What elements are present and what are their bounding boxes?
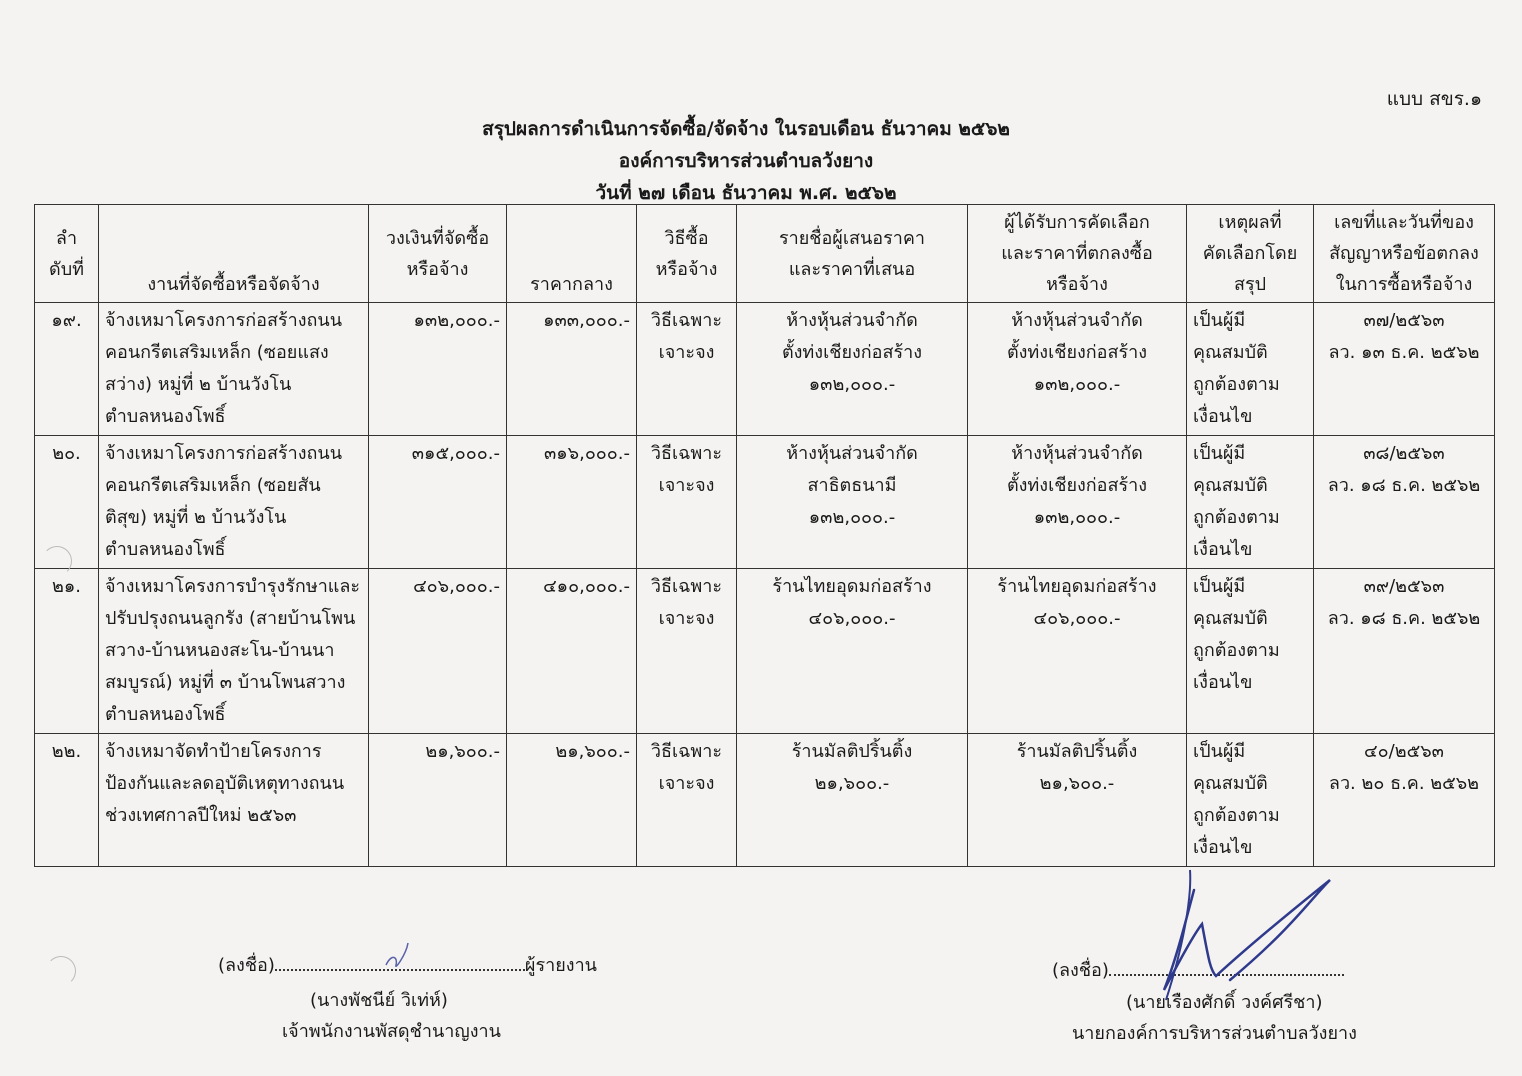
cell-bidders: ร้านมัลติปริ้นติ้ง ๒๑,๖๐๐.-	[737, 734, 968, 867]
table-header-row	[35, 205, 1495, 303]
table-row	[35, 303, 1495, 436]
cell-selected: ร้านไทยอุดมก่อสร้าง ๔๐๖,๐๐๐.-	[968, 569, 1187, 734]
cell-method: วิธีเฉพาะ เจาะจง	[637, 436, 737, 569]
cell-median-price: ๒๑,๖๐๐.-	[507, 734, 637, 867]
cell-no: ๒๒.	[35, 734, 99, 867]
header-median-price: ราคากลาง	[507, 205, 637, 303]
cell-contract: ๓๙/๒๕๖๓ ลว. ๑๘ ธ.ค. ๒๕๖๒	[1314, 569, 1495, 734]
approver-name: (นายเรืองศักดิ์ วงค์ศรีชา)	[1126, 992, 1323, 1013]
cell-selected: ห้างหุ้นส่วนจำกัด ตั้งท่งเชียงก่อสร้าง ๑๓๒,๐๐๐.-	[968, 436, 1187, 569]
approver-sign-line: (ลงชื่อ)	[1052, 955, 1344, 984]
header-work: งานที่จัดซื้อหรือจัดจ้าง	[99, 205, 369, 303]
table-row	[35, 436, 1495, 569]
cell-reason: เป็นผู้มี คุณสมบัติ ถูกต้องตาม เงื่อนไข	[1187, 436, 1314, 569]
cell-median-price: ๑๓๓,๐๐๐.-	[507, 303, 637, 436]
procurement-table	[34, 204, 1495, 867]
table-row	[35, 734, 1495, 867]
cell-work: จ้างเหมาโครงการก่อสร้างถนน คอนกรีตเสริมเหล็ก (ซอยสัน ติสุข) หมู่ที่ ๒ บ้านวังโน ตำบลหนองโพธิ์	[99, 436, 369, 569]
cell-method: วิธีเฉพาะ เจาะจง	[637, 303, 737, 436]
punch-hole-mark	[42, 546, 72, 576]
cell-method: วิธีเฉพาะ เจาะจง	[637, 569, 737, 734]
punch-hole-mark	[46, 956, 76, 986]
cell-no: ๒๑.	[35, 569, 99, 734]
header-bidders: รายชื่อผู้เสนอราคา และราคาที่เสนอ	[737, 205, 968, 303]
cell-selected: ร้านมัลติปริ้นติ้ง ๒๑,๖๐๐.-	[968, 734, 1187, 867]
header-method: วิธีซื้อ หรือจ้าง	[637, 205, 737, 303]
cell-selected: ห้างหุ้นส่วนจำกัด ตั้งท่งเชียงก่อสร้าง ๑๓๒,๐๐๐.-	[968, 303, 1187, 436]
cell-bidders: ห้างหุ้นส่วนจำกัด ตั้งท่งเชียงก่อสร้าง ๑๓๒,๐๐๐.-	[737, 303, 968, 436]
cell-budget: ๔๐๖,๐๐๐.-	[369, 569, 507, 734]
cell-work: จ้างเหมาจัดทำป้ายโครงการ ป้องกันและลดอุบัติเหตุทางถนน ช่วงเทศกาลปีใหม่ ๒๕๖๓	[99, 734, 369, 867]
cell-no: ๒๐.	[35, 436, 99, 569]
organization-name: องค์การบริหารส่วนตำบลวังยาง	[618, 150, 874, 172]
cell-contract: ๔๐/๒๕๖๓ ลว. ๒๐ ธ.ค. ๒๕๖๒	[1314, 734, 1495, 867]
cell-bidders: ห้างหุ้นส่วนจำกัด สาธิตธนามี ๑๓๒,๐๐๐.-	[737, 436, 968, 569]
table-row	[35, 569, 1495, 734]
reporter-initials	[380, 935, 420, 975]
report-title: สรุปผลการดำเนินการจัดซื้อ/จัดจ้าง ในรอบเดือน ธันวาคม ๒๕๖๒	[482, 118, 1010, 140]
cell-work: จ้างเหมาโครงการก่อสร้างถนน คอนกรีตเสริมเหล็ก (ซอยแสง สว่าง) หมู่ที่ ๒ บ้านวังโน ตำบลหนองโพธิ์	[99, 303, 369, 436]
cell-bidders: ร้านไทยอุดมก่อสร้าง ๔๐๖,๐๐๐.-	[737, 569, 968, 734]
cell-budget: ๒๑,๖๐๐.-	[369, 734, 507, 867]
header-contract: เลขที่และวันที่ของ สัญญาหรือข้อตกลง ในการซื้อหรือจ้าง	[1314, 205, 1495, 303]
approver-position: นายกองค์การบริหารส่วนตำบลวังยาง	[1072, 1023, 1357, 1044]
cell-reason: เป็นผู้มี คุณสมบัติ ถูกต้องตาม เงื่อนไข	[1187, 303, 1314, 436]
cell-budget: ๓๑๕,๐๐๐.-	[369, 436, 507, 569]
cell-contract: ๓๘/๒๕๖๓ ลว. ๑๘ ธ.ค. ๒๕๖๒	[1314, 436, 1495, 569]
cell-work: จ้างเหมาโครงการบำรุงรักษาและ ปรับปรุงถนนลูกรัง (สายบ้านโพน สวาง-บ้านหนองสะโน-บ้านนา สมบูรณ์) หมู่ที่ ๓ บ้านโพนสวาง ตำบลหนองโพธิ์	[99, 569, 369, 734]
cell-budget: ๑๓๒,๐๐๐.-	[369, 303, 507, 436]
report-date: วันที่ ๒๗ เดือน ธันวาคม พ.ศ. ๒๕๖๒	[595, 182, 897, 204]
reporter-name: (นางพัชนีย์ วิเท่ห์)	[310, 990, 448, 1011]
cell-median-price: ๓๑๖,๐๐๐.-	[507, 436, 637, 569]
cell-contract: ๓๗/๒๕๖๓ ลว. ๑๓ ธ.ค. ๒๕๖๒	[1314, 303, 1495, 436]
cell-reason: เป็นผู้มี คุณสมบัติ ถูกต้องตาม เงื่อนไข	[1187, 569, 1314, 734]
cell-method: วิธีเฉพาะ เจาะจง	[637, 734, 737, 867]
cell-reason: เป็นผู้มี คุณสมบัติ ถูกต้องตาม เงื่อนไข	[1187, 734, 1314, 867]
reporter-position: เจ้าพนักงานพัสดุชำนาญงาน	[282, 1021, 501, 1042]
header-no: ลำ ดับที่	[35, 205, 99, 303]
reporter-sign-line: (ลงชื่อ) ผู้รายงาน	[218, 955, 597, 976]
header-reason: เหตุผลที่ คัดเลือกโดย สรุป	[1187, 205, 1314, 303]
header-selected: ผู้ได้รับการคัดเลือก และราคาที่ตกลงซื้อ หรือจ้าง	[968, 205, 1187, 303]
header-budget: วงเงินที่จัดซื้อ หรือจ้าง	[369, 205, 507, 303]
form-code: แบบ สขร.๑	[1386, 88, 1482, 110]
cell-no: ๑๙.	[35, 303, 99, 436]
cell-median-price: ๔๑๐,๐๐๐.-	[507, 569, 637, 734]
